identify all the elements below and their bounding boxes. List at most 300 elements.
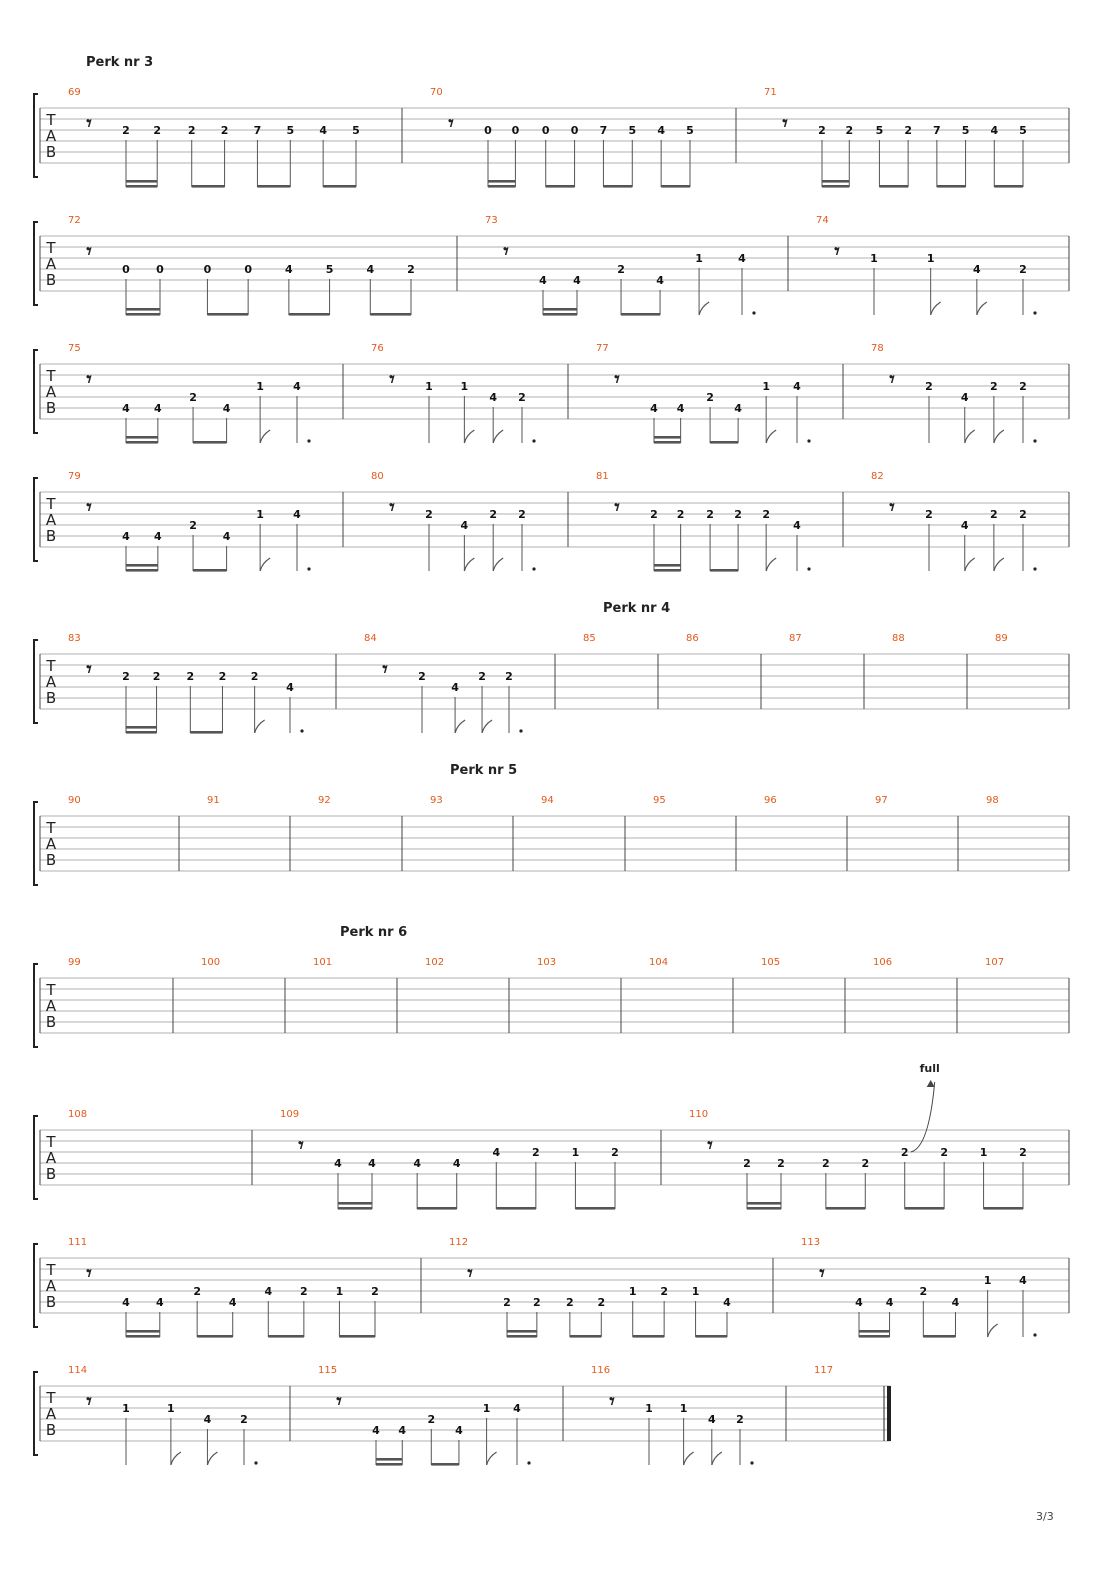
fret-number: 2	[990, 380, 998, 393]
fret-number: 4	[855, 1296, 863, 1309]
measure-number: 90	[68, 795, 81, 806]
beam-secondary	[654, 564, 681, 567]
measure-number: 115	[318, 1365, 338, 1376]
beam	[193, 441, 227, 444]
beam	[822, 185, 849, 188]
measure-number: 74	[816, 215, 829, 226]
eighth-flag	[712, 1452, 722, 1465]
fret-number: 4	[413, 1157, 421, 1170]
measure-number: 105	[761, 957, 781, 968]
fret-number: 7	[933, 124, 941, 137]
page-number: 3/3	[1036, 1510, 1054, 1523]
beam	[268, 1335, 304, 1338]
section-label: Perk nr 4	[603, 601, 671, 616]
eighth-flag	[171, 1452, 181, 1465]
fret-number: 0	[541, 124, 550, 137]
beam-secondary	[126, 726, 157, 729]
eighth-rest: 𝄾	[503, 239, 509, 263]
fret-number: 1	[979, 1146, 988, 1159]
fret-number: 4	[573, 274, 581, 287]
eighth-rest: 𝄾	[609, 1389, 615, 1413]
measure	[280, 1109, 619, 1210]
fret-number: 1	[983, 1274, 992, 1287]
beam-secondary	[747, 1202, 781, 1205]
measure-number: 78	[871, 343, 884, 354]
measure-number: 114	[68, 1365, 88, 1376]
measure-number: 88	[892, 633, 905, 644]
measure-number: 107	[985, 957, 1005, 968]
measure-number: 108	[68, 1109, 88, 1120]
measure-number: 77	[596, 343, 609, 354]
tab-clef-letter: B	[45, 143, 57, 161]
measure-number: 69	[68, 87, 81, 98]
eighth-flag	[260, 430, 270, 443]
beam	[339, 1335, 375, 1338]
tab-system	[34, 1237, 1069, 1338]
fret-number: 4	[154, 402, 162, 415]
fret-number: 4	[973, 263, 981, 276]
fret-number: 2	[777, 1157, 785, 1170]
dot	[307, 439, 310, 442]
fret-number: 4	[368, 1157, 376, 1170]
tab-clef-letter: A	[45, 1149, 57, 1167]
tab-clef-letter: T	[46, 495, 56, 513]
beam	[126, 441, 158, 444]
fret-number: 4	[203, 1413, 212, 1426]
measure	[814, 1365, 833, 1376]
measure-number: 94	[541, 795, 554, 806]
measure-number: 111	[68, 1237, 88, 1248]
fret-number: 2	[152, 670, 161, 683]
measure-number: 85	[583, 633, 596, 644]
measure	[68, 87, 360, 188]
fret-number: 1	[870, 252, 878, 265]
fret-number: 5	[325, 263, 334, 276]
measure	[371, 343, 536, 443]
beam	[923, 1335, 955, 1338]
tab-clef-letter: T	[46, 981, 56, 999]
measure	[364, 633, 523, 733]
eighth-rest: 𝄾	[782, 111, 788, 135]
fret-number: 4	[707, 1413, 716, 1426]
eighth-rest: 𝄾	[86, 1389, 92, 1413]
measure	[764, 87, 1027, 188]
measure	[873, 957, 892, 968]
fret-number: 2	[660, 1285, 668, 1298]
measure-number: 116	[591, 1365, 611, 1376]
measure-number: 104	[649, 957, 669, 968]
fret-number: 4	[122, 530, 130, 543]
fret-number: 4	[657, 124, 665, 137]
beam	[370, 313, 411, 316]
measure	[871, 471, 1037, 571]
measure	[68, 471, 311, 572]
fret-number: 4	[489, 391, 498, 404]
beam	[126, 569, 158, 572]
measure-number: 82	[871, 471, 884, 482]
system-brace	[34, 964, 38, 1047]
measure-number: 89	[995, 633, 1008, 644]
eighth-flag	[766, 430, 776, 443]
eighth-flag	[988, 1324, 998, 1337]
fret-number: 2	[650, 508, 658, 521]
beam	[696, 1335, 727, 1338]
eighth-rest: 𝄾	[86, 1261, 92, 1285]
measure-number: 102	[425, 957, 445, 968]
fret-number: 4	[455, 1424, 463, 1437]
beam	[207, 313, 248, 316]
fret-number: 0	[244, 263, 252, 276]
fret-number: 4	[650, 402, 658, 415]
fret-number: 2	[122, 124, 130, 137]
fret-number: 1	[571, 1146, 580, 1159]
measure-number: 109	[280, 1109, 300, 1120]
beam	[570, 1335, 601, 1338]
fret-number: 1	[628, 1285, 637, 1298]
fret-number: 7	[253, 124, 262, 137]
tab-system	[34, 215, 1069, 316]
fret-number: 1	[335, 1285, 344, 1298]
fret-number: 0	[484, 124, 492, 137]
measure-number: 75	[68, 343, 81, 354]
fret-number: 0	[570, 124, 579, 137]
dot	[527, 1461, 530, 1464]
fret-number: 2	[220, 124, 229, 137]
measure	[591, 1365, 754, 1465]
fret-number: 2	[762, 508, 770, 521]
measure	[68, 957, 81, 968]
fret-number: 4	[492, 1146, 501, 1159]
fret-number: 4	[885, 1296, 894, 1309]
dot	[1033, 567, 1036, 570]
fret-number: 4	[793, 380, 801, 393]
measure	[871, 343, 1037, 443]
fret-number: 2	[153, 124, 162, 137]
measure	[789, 633, 802, 644]
eighth-flag	[207, 1452, 217, 1465]
beam	[197, 1335, 233, 1338]
fret-number: 5	[686, 124, 694, 137]
beam-secondary	[126, 308, 160, 311]
tab-clef-letter: B	[45, 689, 57, 707]
dot	[750, 1461, 753, 1464]
fret-number: 2	[189, 391, 197, 404]
measure	[371, 471, 536, 571]
measure-number: 87	[789, 633, 802, 644]
fret-number: 1	[695, 252, 703, 265]
tab-clef-letter: T	[46, 1389, 56, 1407]
dot	[254, 1461, 257, 1464]
section-label: Perk nr 3	[86, 55, 154, 70]
beam	[496, 1207, 536, 1210]
fret-number: 1	[691, 1285, 700, 1298]
measure-number: 117	[814, 1365, 834, 1376]
measure-number: 112	[449, 1237, 469, 1248]
beam	[192, 185, 225, 188]
eighth-rest: 𝄾	[389, 367, 395, 391]
beam-secondary	[507, 1330, 537, 1333]
measure	[68, 343, 311, 444]
fret-number: 1	[167, 1402, 175, 1415]
fret-number: 5	[875, 124, 884, 137]
eighth-flag	[994, 430, 1004, 443]
tab-clef-letter: B	[45, 1421, 57, 1439]
eighth-rest: 𝄾	[614, 367, 620, 391]
fret-number: 2	[425, 508, 433, 521]
tab-clef-letter: B	[45, 527, 57, 545]
eighth-rest: 𝄾	[834, 239, 840, 263]
fret-number: 4	[793, 519, 801, 532]
fret-number: 2	[505, 670, 513, 683]
tab-clef-letter: A	[45, 383, 57, 401]
eighth-rest: 𝄾	[889, 367, 895, 391]
measure	[816, 215, 1037, 315]
beam	[126, 1335, 160, 1338]
measure-number: 100	[201, 957, 221, 968]
tab-clef-letter: T	[46, 367, 56, 385]
measure	[201, 957, 220, 968]
beam	[879, 185, 908, 188]
eighth-rest: 𝄾	[86, 495, 92, 519]
measure	[537, 957, 556, 968]
fret-number: 1	[425, 380, 433, 393]
measure	[995, 633, 1008, 644]
tab-system	[34, 1062, 1069, 1210]
eighth-rest: 𝄾	[467, 1261, 473, 1285]
fret-number: 4	[960, 391, 969, 404]
beam-secondary	[859, 1330, 890, 1333]
fret-number: 2	[597, 1296, 606, 1309]
fret-number: 2	[736, 1413, 744, 1426]
dot	[807, 439, 810, 442]
eighth-rest: 𝄾	[707, 1133, 713, 1157]
tab-clef-letter: A	[45, 255, 57, 273]
fret-number: 0	[122, 263, 130, 276]
fret-number: 5	[352, 124, 360, 137]
fret-number: 4	[738, 252, 746, 265]
fret-number: 2	[919, 1285, 928, 1298]
measure	[207, 795, 220, 806]
tab-clef-letter: B	[45, 1165, 57, 1183]
fret-number: 2	[925, 380, 933, 393]
fret-number: 2	[218, 670, 227, 683]
eighth-rest: 𝄾	[86, 111, 92, 135]
fret-number: 4	[951, 1296, 960, 1309]
system-brace	[34, 222, 38, 305]
fret-number: 2	[900, 1146, 909, 1159]
beam	[994, 185, 1023, 188]
measure	[649, 957, 668, 968]
dot	[1033, 1333, 1036, 1336]
tab-system	[34, 343, 1069, 444]
eighth-flag	[684, 1452, 694, 1465]
eighth-flag	[699, 302, 709, 315]
section-label: Perk nr 5	[450, 763, 518, 778]
final-barline-thick	[887, 1386, 891, 1441]
beam	[417, 1207, 457, 1210]
beam	[575, 1207, 615, 1210]
beam-secondary	[126, 436, 158, 439]
fret-number: 2	[478, 670, 486, 683]
beam	[710, 441, 738, 444]
measure	[68, 1109, 87, 1120]
tab-clef-letter: T	[46, 1261, 56, 1279]
fret-number: 7	[599, 124, 608, 137]
measure-number: 83	[68, 633, 81, 644]
system-brace	[34, 640, 38, 723]
fret-number: 0	[156, 263, 164, 276]
fret-number: 4	[264, 1285, 273, 1298]
fret-number: 4	[285, 263, 293, 276]
measure	[430, 795, 443, 806]
fret-number: 2	[489, 508, 498, 521]
fret-number: 4	[122, 402, 130, 415]
fret-number: 1	[122, 1402, 130, 1415]
fret-number: 4	[452, 1157, 461, 1170]
fret-number: 4	[222, 402, 231, 415]
measure	[541, 795, 554, 806]
fret-number: 2	[407, 263, 415, 276]
fret-number: 2	[617, 263, 625, 276]
measure-number: 93	[430, 795, 443, 806]
fret-number: 4	[154, 530, 162, 543]
measure-number: 97	[875, 795, 888, 806]
fret-number: 2	[532, 1146, 540, 1159]
beam-secondary	[126, 180, 157, 183]
beam-secondary	[488, 180, 515, 183]
fret-number: 1	[679, 1402, 688, 1415]
dot	[1033, 311, 1036, 314]
fret-number: 2	[845, 124, 854, 137]
fret-number: 2	[518, 508, 526, 521]
fret-number: 2	[743, 1157, 751, 1170]
beam	[633, 1335, 664, 1338]
fret-number: 4	[451, 681, 459, 694]
system-brace	[34, 478, 38, 561]
system-brace	[34, 1244, 38, 1327]
beam-secondary	[543, 308, 577, 311]
fret-number: 2	[611, 1146, 619, 1159]
measure-number: 92	[318, 795, 331, 806]
measure-number: 113	[801, 1237, 821, 1248]
fret-number: 2	[822, 1157, 830, 1170]
measure	[986, 795, 999, 806]
fret-number: 2	[193, 1285, 201, 1298]
fret-number: 1	[256, 508, 264, 521]
beam	[193, 569, 227, 572]
measure	[583, 633, 596, 644]
tab-system	[34, 471, 1069, 572]
beam	[323, 185, 356, 188]
eighth-rest: 𝄾	[382, 657, 388, 681]
tab-system	[34, 925, 1069, 1047]
measure	[596, 343, 811, 444]
eighth-flag	[487, 1452, 497, 1465]
dot	[807, 567, 810, 570]
measure-number: 71	[764, 87, 777, 98]
measure	[596, 471, 811, 572]
measure	[764, 795, 777, 806]
system-brace	[34, 94, 38, 177]
measure-number: 99	[68, 957, 81, 968]
fret-number: 2	[250, 670, 259, 683]
measure-number: 103	[537, 957, 557, 968]
eighth-rest: 𝄾	[614, 495, 620, 519]
measure	[313, 957, 332, 968]
measure-number: 96	[764, 795, 777, 806]
fret-number: 2	[503, 1296, 511, 1309]
beam	[543, 313, 577, 316]
fret-number: 4	[293, 380, 301, 393]
eighth-flag	[464, 558, 474, 571]
fret-number: 4	[286, 681, 294, 694]
tab-system	[34, 763, 1069, 885]
fret-number: 2	[1019, 1146, 1027, 1159]
bend-arrow-line	[911, 1082, 935, 1152]
measure	[425, 957, 444, 968]
tab-clef-letter: T	[46, 111, 56, 129]
fret-number: 0	[203, 263, 212, 276]
eighth-flag	[965, 558, 975, 571]
fret-number: 4	[155, 1296, 164, 1309]
dot	[300, 729, 303, 732]
eighth-flag	[464, 430, 474, 443]
beam	[603, 185, 632, 188]
system-brace	[34, 350, 38, 433]
beam	[859, 1335, 890, 1338]
measure-number: 110	[689, 1109, 709, 1120]
eighth-flag	[493, 430, 503, 443]
beam	[126, 731, 157, 734]
tab-clef-letter: A	[45, 511, 57, 529]
fret-number: 2	[427, 1413, 436, 1426]
fret-number: 2	[240, 1413, 248, 1426]
measure	[985, 957, 1004, 968]
eighth-flag	[766, 558, 776, 571]
fret-number: 2	[861, 1157, 870, 1170]
eighth-flag	[255, 720, 265, 733]
fret-number: 2	[818, 124, 826, 137]
beam-secondary	[822, 180, 849, 183]
tab-clef-letter: A	[45, 127, 57, 145]
measure	[68, 795, 81, 806]
system-brace	[34, 1116, 38, 1199]
eighth-rest: 𝄾	[448, 111, 454, 135]
tab-clef-letter: T	[46, 1133, 56, 1151]
fret-number: 4	[372, 1424, 380, 1437]
measure-number: 81	[596, 471, 609, 482]
tab-clef-letter: B	[45, 399, 57, 417]
eighth-rest: 𝄾	[389, 495, 395, 519]
fret-number: 1	[762, 380, 770, 393]
fret-number: 4	[676, 402, 685, 415]
beam	[621, 313, 660, 316]
measure-number: 106	[873, 957, 893, 968]
fret-number: 4	[1019, 1274, 1027, 1287]
fret-number: 1	[926, 252, 935, 265]
fret-number: 2	[300, 1285, 308, 1298]
fret-number: 2	[734, 508, 742, 521]
measure-number: 91	[207, 795, 220, 806]
eighth-rest: 𝄾	[336, 1389, 342, 1413]
eighth-flag	[977, 302, 987, 315]
fret-number: 4	[293, 508, 301, 521]
beam-secondary	[338, 1202, 372, 1205]
beam-secondary	[126, 564, 158, 567]
beam	[937, 185, 966, 188]
beam-secondary	[654, 436, 681, 439]
tab-clef-letter: A	[45, 835, 57, 853]
